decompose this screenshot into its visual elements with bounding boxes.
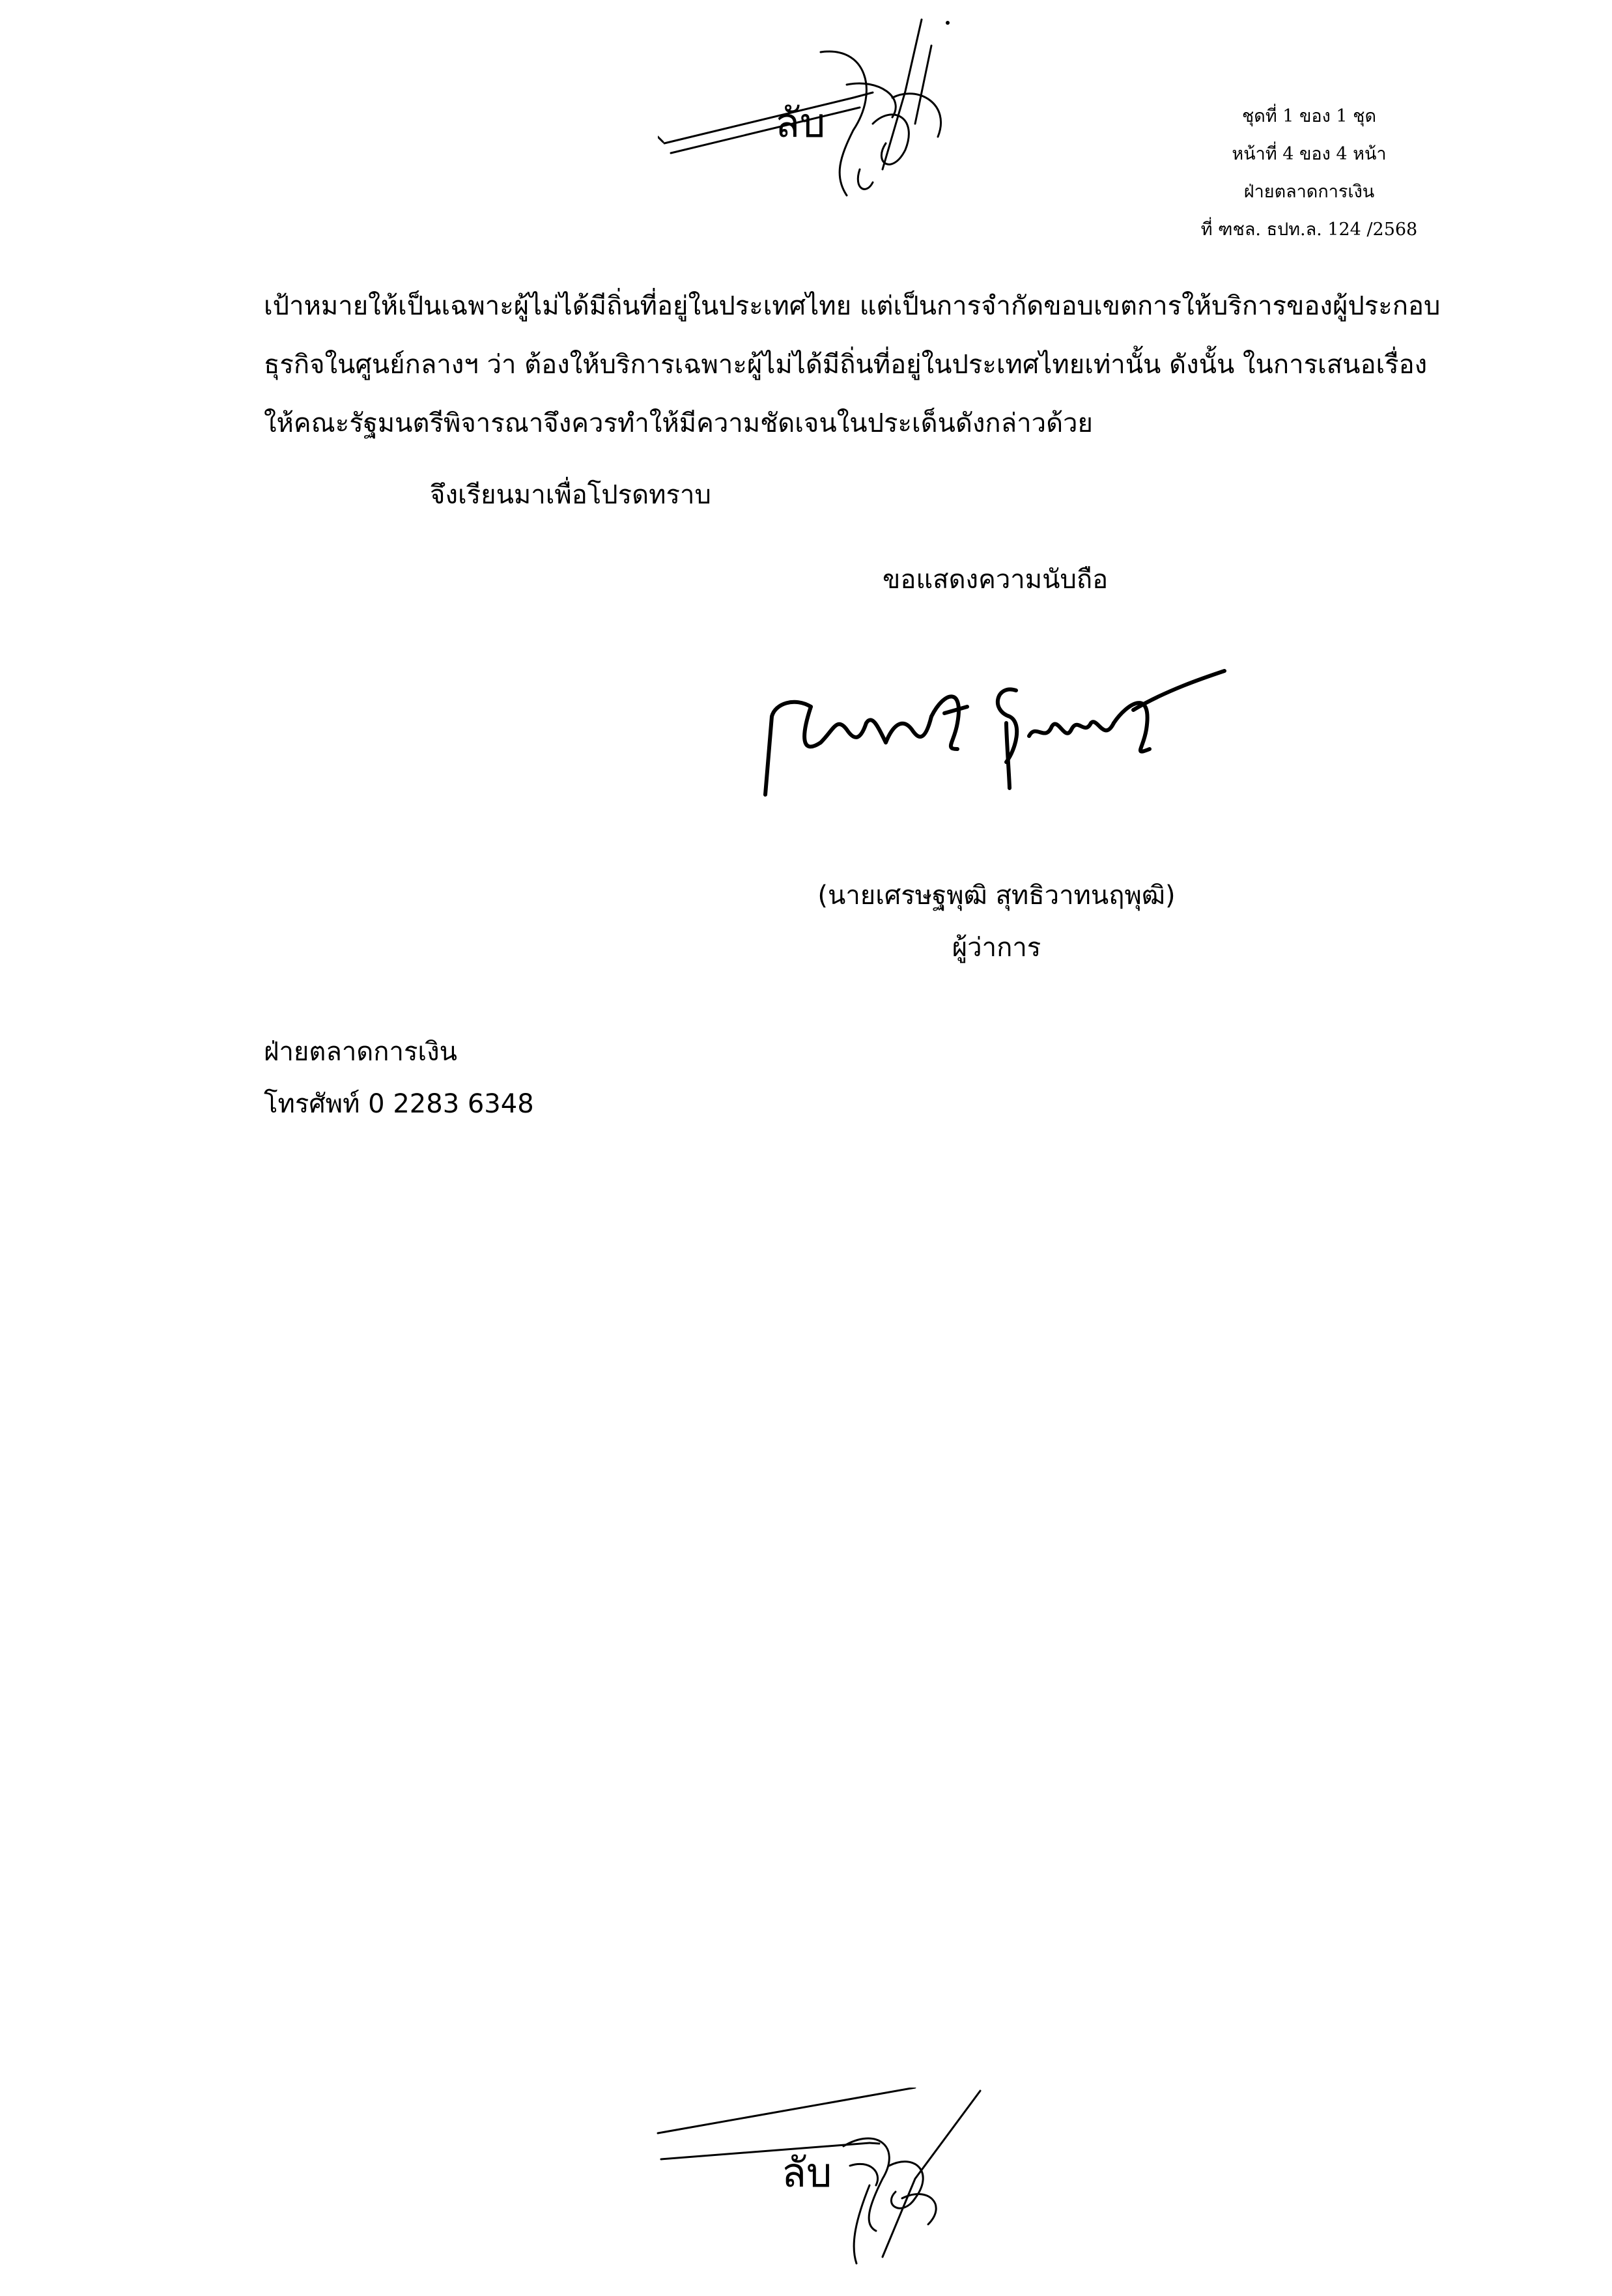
stamp-label: ลับ [782,2149,832,2196]
initials-mark-top [658,7,997,202]
body-paragraph [264,277,1441,453]
stamp-label: ลับ [775,99,826,147]
document-header [1146,98,1472,249]
confidential-stamp-bottom [655,2088,993,2283]
closing-request: จึงเรียนมาเพื่อโปรดทราบ [430,480,711,510]
confidential-stamp-top [658,7,997,202]
body-line: ให้คณะรัฐมนตรีพิจารณาจึงควรทำให้มีความชัดเจนในประเด็นดังกล่าวด้วย [264,408,1093,438]
signer-name: (นายเศรษฐพุฒิ สุทธิวาทนฤพุฒิ) [817,881,1176,911]
body-line: เป้าหมายให้เป็นเฉพาะผู้ไม่ได้มีถิ่นที่อยู่ในประเทศไทย แต่เป็นการจำกัดขอบเขตการให้บริการของผู้ประกอบ [264,291,1441,321]
closing-regards: ขอแสดงความนับถือ [883,565,1109,595]
signer-title: ผู้ว่าการ [952,933,1041,963]
footer-department: ฝ่ายตลาดการเงิน [264,1037,457,1067]
reference-number: ที่ ฑชล. ธปท.ล. 124 /2568 [1200,220,1418,240]
handwritten-signature [749,651,1231,808]
set-info: ชุดที่ 1 ของ 1 ชุด [1241,106,1377,126]
page-info: หน้าที่ 4 ของ 4 หน้า [1232,144,1387,164]
body-line: ธุรกิจในศูนย์กลางฯ ว่า ต้องให้บริการเฉพาะผู้ไม่ได้มีถิ่นที่อยู่ในประเทศไทยเท่านั้น ดังนั้น ในการเสนอเรื่อง [264,350,1428,380]
footer-phone: โทรศัพท์ 0 2283 6348 [264,1089,534,1119]
header-department: ฝ่ายตลาดการเงิน [1243,182,1375,202]
